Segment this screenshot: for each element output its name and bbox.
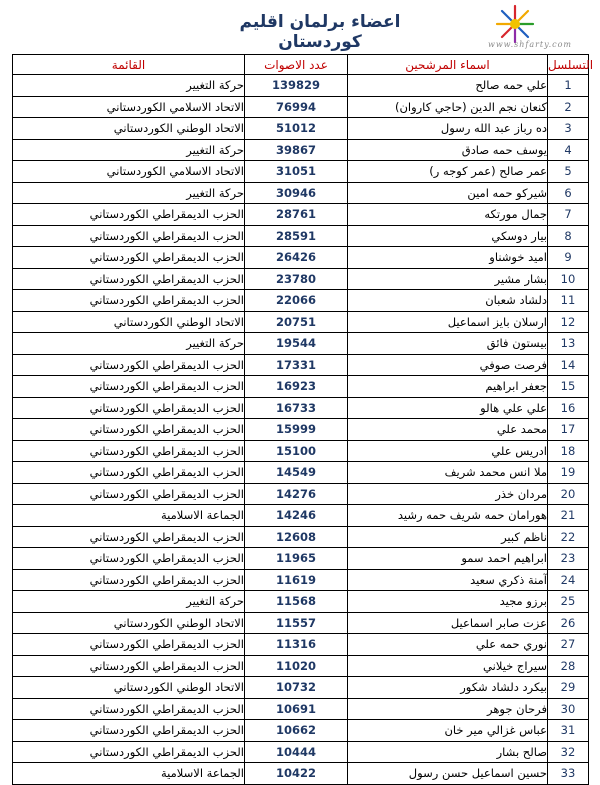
cell-votes: 11557 <box>245 612 348 634</box>
cell-votes: 10662 <box>245 720 348 742</box>
cell-list: الاتحاد الاسلامي الكوردستاني <box>13 161 245 183</box>
page-header <box>0 0 600 54</box>
cell-name: ملا انس محمد شريف <box>348 462 548 484</box>
table-row <box>13 612 589 634</box>
cell-votes: 16923 <box>245 376 348 398</box>
cell-name: عباس غزالي مير خان <box>348 720 548 742</box>
cell-name: علي علي هالو <box>348 397 548 419</box>
cell-list: حركة التغيير <box>13 139 245 161</box>
cell-votes: 15100 <box>245 440 348 462</box>
cell-votes: 31051 <box>245 161 348 183</box>
table-row <box>13 505 589 527</box>
table-row <box>13 376 589 398</box>
cell-seq: 19 <box>548 462 589 484</box>
header-list: القائمة <box>13 55 245 75</box>
table-header-row <box>13 55 589 75</box>
cell-list: الجماعة الاسلامية <box>13 505 245 527</box>
cell-name: عمر صالح (عمر كوجه ر) <box>348 161 548 183</box>
cell-seq: 33 <box>548 763 589 785</box>
table-row <box>13 139 589 161</box>
cell-list: الجماعة الاسلامية <box>13 763 245 785</box>
members-table <box>12 54 594 785</box>
cell-name: آمنة ذكري سعيد <box>348 569 548 591</box>
cell-list: حركة التغيير <box>13 333 245 355</box>
cell-seq: 10 <box>548 268 589 290</box>
cell-seq: 8 <box>548 225 589 247</box>
table-row <box>13 655 589 677</box>
cell-list: الحزب الديمقراطي الكوردستاني <box>13 569 245 591</box>
cell-name: ده رباز عبد الله رسول <box>348 118 548 140</box>
cell-votes: 19544 <box>245 333 348 355</box>
cell-name: بشار مشير <box>348 268 548 290</box>
cell-seq: 32 <box>548 741 589 763</box>
cell-list: الاتحاد الوطني الكوردستاني <box>13 612 245 634</box>
cell-name: بيكرد دلشاد شكور <box>348 677 548 699</box>
cell-seq: 27 <box>548 634 589 656</box>
header-name: اسماء المرشحين <box>348 55 548 75</box>
table-row <box>13 96 589 118</box>
cell-seq: 24 <box>548 569 589 591</box>
cell-seq: 22 <box>548 526 589 548</box>
table-row <box>13 634 589 656</box>
cell-list: الحزب الديمقراطي الكوردستاني <box>13 526 245 548</box>
table-row <box>13 483 589 505</box>
header-seq: التسلسل <box>548 55 589 75</box>
cell-list: حركة التغيير <box>13 591 245 613</box>
cell-name: سيراج خيلاني <box>348 655 548 677</box>
cell-list: الحزب الديمقراطي الكوردستاني <box>13 247 245 269</box>
cell-list: الحزب الديمقراطي الكوردستاني <box>13 720 245 742</box>
cell-votes: 10691 <box>245 698 348 720</box>
cell-list: الحزب الديمقراطي الكوردستاني <box>13 397 245 419</box>
cell-name: مردان خذر <box>348 483 548 505</box>
table-row <box>13 290 589 312</box>
cell-name: يوسف حمه صادق <box>348 139 548 161</box>
cell-list: الحزب الديمقراطي الكوردستاني <box>13 698 245 720</box>
table-row <box>13 763 589 785</box>
cell-name: جعفر ابراهيم <box>348 376 548 398</box>
cell-seq: 13 <box>548 333 589 355</box>
table-row <box>13 204 589 226</box>
cell-seq: 9 <box>548 247 589 269</box>
cell-list: الحزب الديمقراطي الكوردستاني <box>13 354 245 376</box>
cell-votes: 17331 <box>245 354 348 376</box>
cell-name: ابراهيم احمد سمو <box>348 548 548 570</box>
cell-votes: 22066 <box>245 290 348 312</box>
cell-seq: 6 <box>548 182 589 204</box>
cell-votes: 76994 <box>245 96 348 118</box>
table-row <box>13 569 589 591</box>
cell-list: الحزب الديمقراطي الكوردستاني <box>13 741 245 763</box>
cell-list: الحزب الديمقراطي الكوردستاني <box>13 225 245 247</box>
table-row <box>13 333 589 355</box>
table-row <box>13 311 589 333</box>
table-row <box>13 354 589 376</box>
cell-seq: 7 <box>548 204 589 226</box>
cell-seq: 11 <box>548 290 589 312</box>
cell-seq: 18 <box>548 440 589 462</box>
cell-votes: 26426 <box>245 247 348 269</box>
cell-votes: 11568 <box>245 591 348 613</box>
cell-name: فرحان جوهر <box>348 698 548 720</box>
cell-votes: 11965 <box>245 548 348 570</box>
table-row <box>13 548 589 570</box>
table-body <box>13 75 589 785</box>
cell-seq: 1 <box>548 75 589 97</box>
cell-list: الاتحاد الوطني الكوردستاني <box>13 311 245 333</box>
table-row <box>13 462 589 484</box>
cell-votes: 51012 <box>245 118 348 140</box>
cell-votes: 14549 <box>245 462 348 484</box>
cell-list: الحزب الديمقراطي الكوردستاني <box>13 419 245 441</box>
cell-name: حسين اسماعيل حسن رسول <box>348 763 548 785</box>
table-row <box>13 161 589 183</box>
cell-seq: 26 <box>548 612 589 634</box>
cell-list: الاتحاد الوطني الكوردستاني <box>13 677 245 699</box>
cell-votes: 10444 <box>245 741 348 763</box>
cell-votes: 11316 <box>245 634 348 656</box>
cell-votes: 10422 <box>245 763 348 785</box>
cell-list: الحزب الديمقراطي الكوردستاني <box>13 462 245 484</box>
cell-list: الحزب الديمقراطي الكوردستاني <box>13 440 245 462</box>
cell-seq: 31 <box>548 720 589 742</box>
table-row <box>13 225 589 247</box>
cell-list: الحزب الديمقراطي الكوردستاني <box>13 376 245 398</box>
cell-seq: 30 <box>548 698 589 720</box>
cell-seq: 3 <box>548 118 589 140</box>
cell-votes: 10732 <box>245 677 348 699</box>
cell-name: اميد خوشناو <box>348 247 548 269</box>
table-row <box>13 720 589 742</box>
cell-seq: 16 <box>548 397 589 419</box>
cell-name: عزت صابر اسماعيل <box>348 612 548 634</box>
cell-votes: 28761 <box>245 204 348 226</box>
cell-seq: 4 <box>548 139 589 161</box>
cell-name: ناظم كبير <box>348 526 548 548</box>
cell-name: علي حمه صالح <box>348 75 548 97</box>
cell-list: حركة التغيير <box>13 75 245 97</box>
cell-list: الحزب الديمقراطي الكوردستاني <box>13 634 245 656</box>
cell-list: حركة التغيير <box>13 182 245 204</box>
cell-list: الحزب الديمقراطي الكوردستاني <box>13 548 245 570</box>
sun-logo-icon <box>495 4 535 44</box>
page-title: اعضاء برلمان اقليم كوردستان <box>239 12 401 52</box>
cell-name: محمد علي <box>348 419 548 441</box>
cell-list: الحزب الديمقراطي الكوردستاني <box>13 290 245 312</box>
cell-votes: 11619 <box>245 569 348 591</box>
table-row <box>13 526 589 548</box>
cell-votes: 139829 <box>245 75 348 97</box>
table-row <box>13 419 589 441</box>
cell-votes: 11020 <box>245 655 348 677</box>
cell-seq: 14 <box>548 354 589 376</box>
cell-name: جمال مورتكه <box>348 204 548 226</box>
cell-seq: 5 <box>548 161 589 183</box>
cell-seq: 20 <box>548 483 589 505</box>
cell-list: الحزب الديمقراطي الكوردستاني <box>13 204 245 226</box>
cell-name: دلشاد شعبان <box>348 290 548 312</box>
table-row <box>13 247 589 269</box>
table-row <box>13 182 589 204</box>
cell-votes: 16733 <box>245 397 348 419</box>
cell-name: كنعان نجم الدين (حاجي كاروان) <box>348 96 548 118</box>
cell-list: الاتحاد الاسلامي الكوردستاني <box>13 96 245 118</box>
table-row <box>13 677 589 699</box>
cell-seq: 28 <box>548 655 589 677</box>
cell-votes: 23780 <box>245 268 348 290</box>
cell-name: نوري حمه علي <box>348 634 548 656</box>
cell-list: الحزب الديمقراطي الكوردستاني <box>13 655 245 677</box>
cell-seq: 21 <box>548 505 589 527</box>
cell-seq: 15 <box>548 376 589 398</box>
cell-seq: 12 <box>548 311 589 333</box>
cell-list: الحزب الديمقراطي الكوردستاني <box>13 268 245 290</box>
table-row <box>13 268 589 290</box>
table-row <box>13 698 589 720</box>
header-votes: عدد الاصوات <box>245 55 348 75</box>
table-row <box>13 440 589 462</box>
table-row <box>13 591 589 613</box>
cell-votes: 39867 <box>245 139 348 161</box>
cell-name: ادريس علي <box>348 440 548 462</box>
cell-name: صالح بشار <box>348 741 548 763</box>
cell-name: شيركو حمه امين <box>348 182 548 204</box>
cell-seq: 29 <box>548 677 589 699</box>
cell-list: الاتحاد الوطني الكوردستاني <box>13 118 245 140</box>
cell-votes: 30946 <box>245 182 348 204</box>
cell-name: هورامان حمه شريف حمه رشيد <box>348 505 548 527</box>
cell-votes: 14276 <box>245 483 348 505</box>
cell-seq: 23 <box>548 548 589 570</box>
cell-name: فرصت صوفي <box>348 354 548 376</box>
table-row <box>13 741 589 763</box>
cell-votes: 12608 <box>245 526 348 548</box>
cell-name: بيار دوسكي <box>348 225 548 247</box>
cell-seq: 25 <box>548 591 589 613</box>
table-row <box>13 75 589 97</box>
cell-list: الحزب الديمقراطي الكوردستاني <box>13 483 245 505</box>
cell-votes: 28591 <box>245 225 348 247</box>
table-row <box>13 118 589 140</box>
cell-votes: 15999 <box>245 419 348 441</box>
cell-name: ارسلان بايز اسماعيل <box>348 311 548 333</box>
site-watermark: www.shfarty.com <box>487 40 573 49</box>
cell-votes: 20751 <box>245 311 348 333</box>
cell-seq: 2 <box>548 96 589 118</box>
cell-name: برزو مجيد <box>348 591 548 613</box>
cell-name: بيستون فائق <box>348 333 548 355</box>
table-row <box>13 397 589 419</box>
cell-votes: 14246 <box>245 505 348 527</box>
cell-seq: 17 <box>548 419 589 441</box>
